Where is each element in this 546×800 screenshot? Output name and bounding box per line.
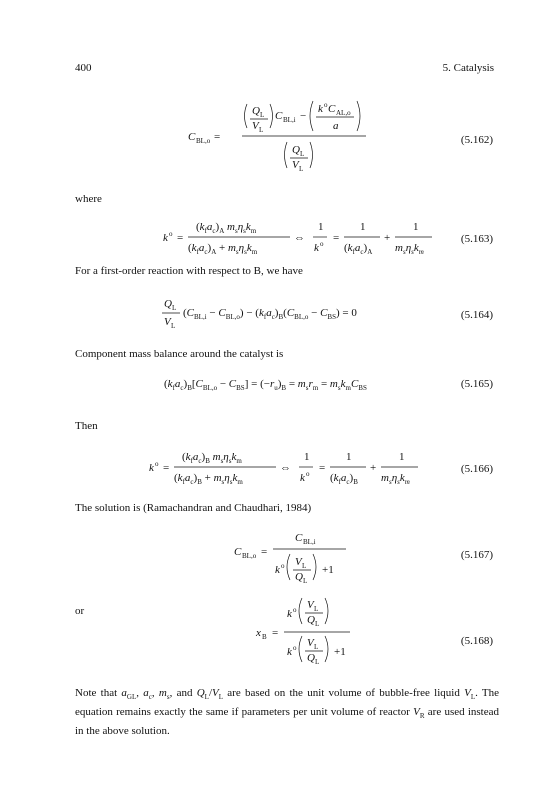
text-where: where	[75, 193, 102, 205]
text-note: Note that $a_{GL}$, $a_c$, $m_s$, and $Q_L/V_L$ are based on the unit volume of bubble-free liquid $V_L$. The equation remains exactly the same if parameters per unit volume of reactor $V_R$ are used instead in the above solution.	[75, 687, 500, 738]
equation-number: (5.165)	[460, 378, 493, 390]
chapter-heading: 5. Catalysis	[442, 62, 494, 74]
svg-text:1: 1	[399, 451, 405, 463]
svg-text:C: C	[188, 131, 196, 143]
svg-text:L: L	[299, 165, 304, 173]
svg-text:V: V	[307, 599, 314, 611]
text-solution: The solution is (Ramachandran and Chaudhari, 1984)	[75, 502, 312, 514]
equation-5-162	[0, 98, 546, 186]
svg-text:(kfac)B: $(k_fa_c)_B$	[330, 472, 358, 486]
svg-text:⇔: ⇔	[294, 232, 305, 244]
svg-text:=: =	[214, 131, 221, 143]
svg-text:=: =	[261, 546, 268, 558]
svg-text:1: 1	[304, 451, 310, 463]
svg-text:L: L	[315, 620, 320, 628]
equation-number: (5.167)	[460, 549, 493, 561]
svg-text:−: −	[300, 110, 307, 122]
svg-text:+: +	[370, 462, 377, 474]
svg-text:⇔: ⇔	[280, 462, 291, 474]
svg-text:Q: Q	[307, 652, 315, 664]
svg-text:+1: +1	[334, 646, 346, 658]
svg-text:BL,o: BL,o	[242, 552, 257, 560]
svg-text:Q: Q	[292, 144, 300, 156]
svg-text:L: L	[260, 111, 265, 119]
svg-text:msηskm: $m_s\eta_sk_m$	[381, 472, 410, 486]
equation-number: (5.163)	[460, 233, 493, 245]
svg-text:1: 1	[318, 221, 324, 233]
svg-text:V: V	[252, 120, 259, 132]
svg-text:BL,o: BL,o	[196, 137, 211, 145]
svg-text:L: L	[303, 577, 308, 585]
svg-text:k: k	[287, 646, 292, 658]
svg-text:o: o	[306, 470, 310, 478]
svg-text:V: V	[164, 316, 171, 328]
text-first-order: For a first-order reaction with respect to B, we have	[75, 265, 303, 277]
svg-text:o: o	[293, 644, 297, 652]
svg-text:1: 1	[346, 451, 352, 463]
svg-text:=: =	[272, 627, 279, 639]
svg-text:k: k	[318, 103, 323, 115]
svg-text:o: o	[293, 606, 297, 614]
equation-5-164	[0, 292, 546, 330]
svg-text:k: k	[287, 608, 292, 620]
svg-text:L: L	[300, 150, 305, 158]
equation-5-165	[0, 372, 546, 394]
svg-text:Q: Q	[164, 298, 172, 310]
svg-text:a: a	[333, 120, 339, 132]
equation-5-163	[0, 216, 546, 256]
svg-text:o: o	[320, 240, 324, 248]
equation-number: (5.164)	[460, 309, 493, 321]
svg-text:BL,i: BL,i	[303, 538, 316, 546]
text-or: or	[75, 605, 85, 617]
svg-text:V: V	[292, 159, 299, 171]
svg-text:(kfac)A msηskm: $(k_fa_c)_A$ $m_s\eta_sk_m$	[196, 221, 257, 235]
svg-text:C: C	[234, 546, 242, 558]
page-number: 400	[75, 62, 92, 74]
equation-number: (5.166)	[460, 463, 493, 475]
svg-text:x: x	[256, 627, 261, 639]
svg-text:V: V	[295, 556, 302, 568]
svg-text:V: V	[307, 637, 314, 649]
svg-text:L: L	[314, 643, 319, 651]
equation-5-168	[0, 592, 546, 672]
svg-text:=: =	[163, 462, 170, 474]
svg-text:L: L	[259, 126, 264, 134]
svg-text:=: =	[177, 232, 184, 244]
svg-text:k: k	[163, 232, 168, 244]
svg-text:(kfac)A: $(k_fa_c)_A$	[344, 242, 373, 256]
svg-text:+1: +1	[322, 564, 334, 576]
svg-text:BL,i: BL,i	[283, 116, 296, 124]
svg-text:msηskm: $m_s\eta_sk_m$	[395, 242, 424, 256]
svg-text:o: o	[169, 230, 173, 238]
svg-text:AL,o: AL,o	[336, 109, 351, 117]
svg-text:k: k	[314, 242, 319, 254]
svg-text:Q: Q	[295, 571, 303, 583]
svg-text:(kfac)B msηskm: $(k_fa_c)_B$ $m_s\eta_sk_m$	[182, 451, 242, 465]
text-then: Then	[75, 420, 98, 432]
text-mass-balance: Component mass balance around the catalyst is	[75, 348, 284, 360]
svg-text:k: k	[275, 564, 280, 576]
svg-text:C: C	[275, 110, 283, 122]
svg-text:+: +	[384, 232, 391, 244]
equation-5-167	[0, 527, 546, 585]
svg-text:Q: Q	[307, 614, 315, 626]
svg-text:k: k	[149, 462, 154, 474]
svg-text:Q: Q	[252, 105, 260, 117]
svg-text:=: =	[319, 462, 326, 474]
svg-text:k: k	[300, 472, 305, 484]
svg-text:=: =	[333, 232, 340, 244]
svg-text:L: L	[314, 605, 319, 613]
svg-text:L: L	[315, 658, 320, 666]
svg-text:o: o	[281, 562, 285, 570]
svg-text:o: o	[155, 460, 159, 468]
equation-number: (5.162)	[460, 134, 493, 146]
svg-text:L: L	[302, 562, 307, 570]
svg-text:(CBL,i − CBL,o) − (kfac)B(CBL,: $(C_{BL,i} - C_{BL,o}) - (k_fa_c)_B(C_{BL,o} - C_{BS}) = 0$	[183, 307, 357, 321]
svg-text:C: C	[295, 532, 303, 544]
equation-number: (5.168)	[460, 635, 493, 647]
svg-text:(kfac)A + msηskm: $(k_fa_c)_A + m_s\eta_sk_m$	[188, 242, 258, 256]
svg-text:1: 1	[360, 221, 366, 233]
svg-text:o: o	[324, 101, 328, 109]
svg-text:(kfac)B[CBL,o − CBS] = (−ru)B: $(k_fa_c)_B[C_{BL,o} - C_{BS}] = (-r_u)_B = m_sr_m = m_sk_mC_{BS}$	[164, 378, 367, 392]
svg-text:L: L	[172, 304, 177, 312]
svg-text:B: B	[262, 633, 267, 641]
svg-text:L: L	[171, 322, 176, 330]
svg-text:(kfac)B + msηskm: $(k_fa_c)_B + m_s\eta_sk_m$	[174, 472, 243, 486]
svg-text:1: 1	[413, 221, 419, 233]
equation-5-168-formula	[0, 592, 546, 672]
svg-text:C: C	[328, 103, 336, 115]
equation-5-166	[0, 446, 546, 486]
